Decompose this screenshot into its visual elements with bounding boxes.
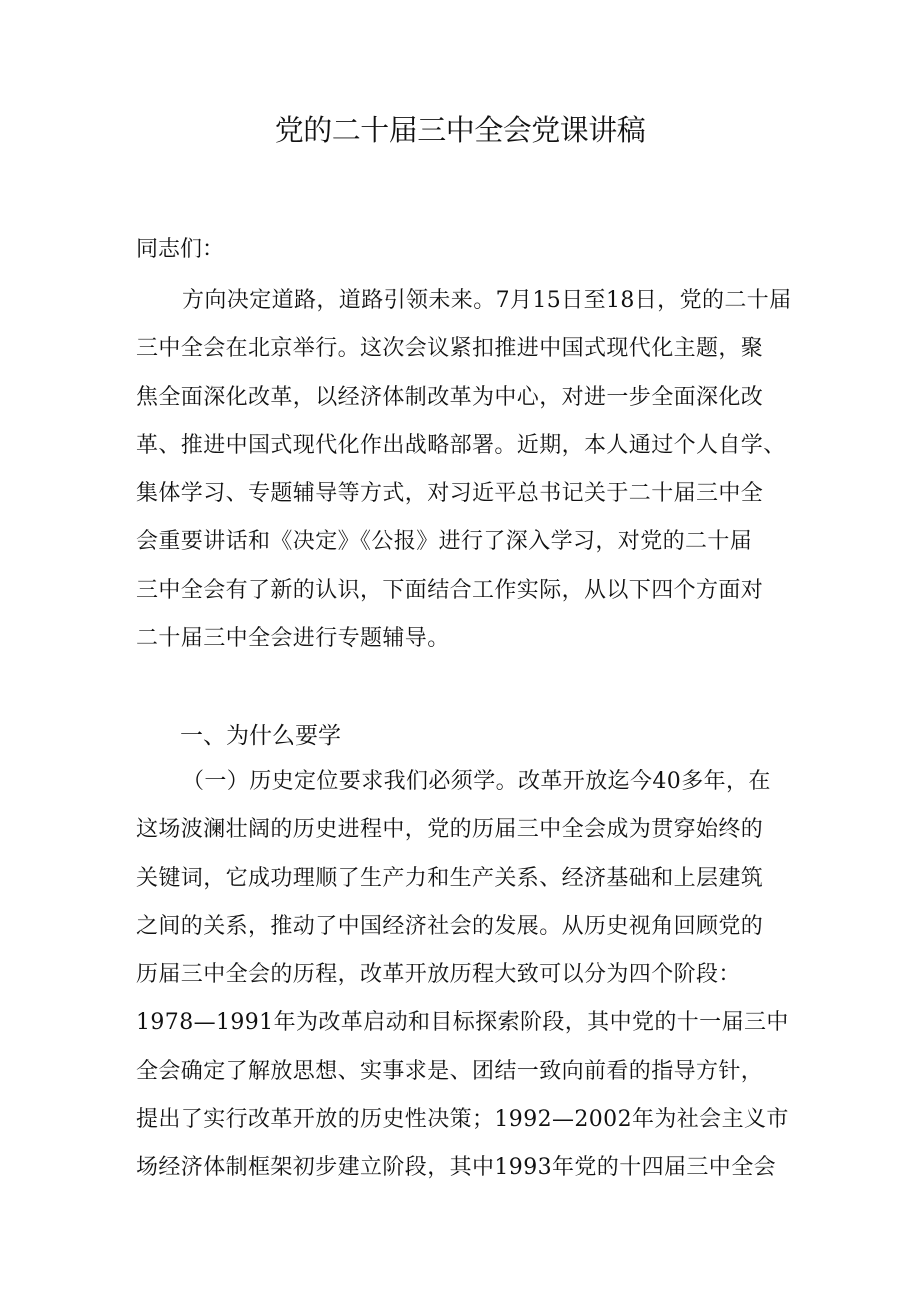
paragraph-line: 三中全会有了新的认识，下面结合工作实际，从以下四个方面对 — [136, 577, 764, 603]
paragraph-line: 之间的关系，推动了中国经济社会的发展。从历史视角回顾党的 — [136, 913, 764, 939]
paragraph-line: 关键词，它成功理顺了生产力和生产关系、经济基础和上层建筑 — [136, 865, 764, 891]
salutation: 同志们： — [136, 237, 225, 262]
paragraph-line: 焦全面深化改革，以经济体制改革为中心，对进一步全面深化改 — [136, 384, 764, 410]
paragraph-line: 集体学习、专题辅导等方式，对习近平总书记关于二十届三中全 — [136, 481, 764, 507]
paragraph-line: 三中全会在北京举行。这次会议紧扣推进中国式现代化主题，聚 — [136, 336, 764, 362]
section-heading: 一、为什么要学 — [180, 723, 341, 749]
paragraph-line: 这场波澜壮阔的历史进程中，党的历届三中全会成为贯穿始终的 — [136, 817, 764, 843]
paragraph-line: （一）历史定位要求我们必须学。改革开放迄今40多年，在 — [182, 769, 771, 794]
paragraph-line: 场经济体制框架初步建立阶段，其中1993年党的十四届三中全会 — [136, 1155, 776, 1181]
paragraph-line: 1978—1991年为改革启动和目标探索阶段，其中党的十一届三中 — [136, 1010, 789, 1036]
paragraph-line: 二十届三中全会进行专题辅导。 — [136, 626, 450, 652]
paragraph-line: 方向决定道路，道路引领未来。7月15日至18日，党的二十届 — [182, 288, 792, 313]
paragraph-line: 历届三中全会的历程，改革开放历程大致可以分为四个阶段： — [136, 962, 741, 988]
intro-paragraph — [136, 277, 796, 663]
paragraph-line: 革、推进中国式现代化作出战略部署。近期，本人通过个人自学、 — [136, 432, 786, 458]
paragraph-line: 提出了实行改革开放的历史性决策；1992—2002年为社会主义市 — [136, 1107, 789, 1133]
section-paragraph — [136, 758, 796, 1193]
document-title: 党的二十届三中全会党课讲稿 — [274, 113, 646, 147]
paragraph-line: 全会确定了解放思想、实事求是、团结一致向前看的指导方针， — [136, 1058, 764, 1084]
paragraph-line: 会重要讲话和《决定》《公报》进行了深入学习，对党的二十届 — [136, 529, 753, 555]
